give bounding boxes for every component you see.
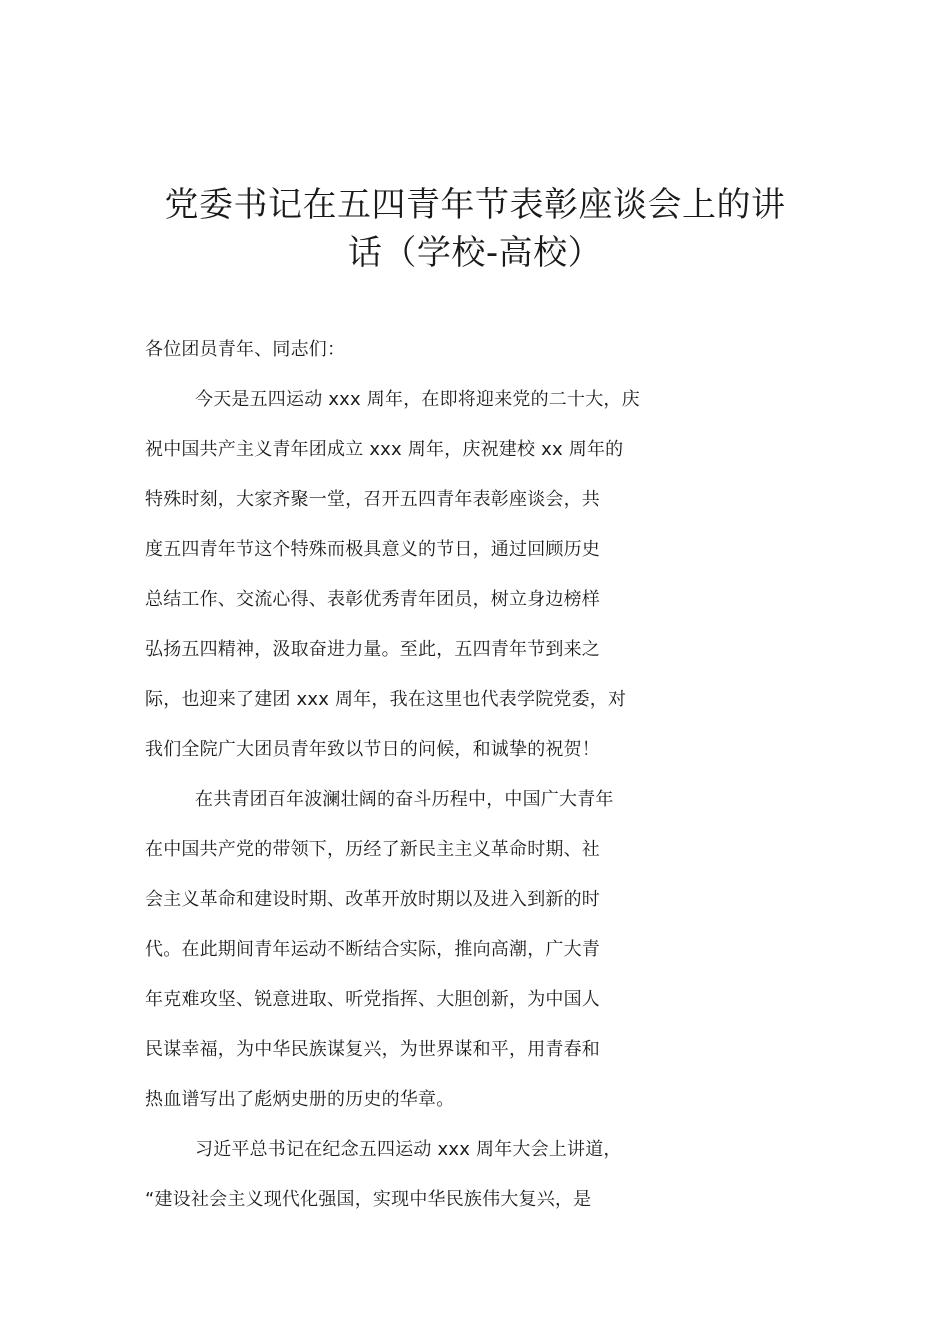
paragraph-3-line-2: “建设社会主义现代化强国，实现中华民族伟大复兴，是: [145, 1189, 592, 1210]
paragraph-1-line-1: 今天是五四运动 xxx 周年，在即将迎来党的二十大，庆: [195, 389, 640, 410]
paragraph-2-line-3: 会主义革命和建设时期、改革开放时期以及进入到新的时: [145, 889, 600, 910]
paragraph-2-line-1: 在共青团百年波澜壮阔的奋斗历程中，中国广大青年: [195, 789, 614, 810]
paragraph-2-line-2: 在中国共产党的带领下，历经了新民主主义革命时期、社: [145, 839, 600, 860]
paragraph-1-line-6: 弘扬五四精神，汲取奋进力量。至此，五四青年节到来之: [145, 639, 600, 660]
paragraph-2-line-5: 年克难攻坚、锐意进取、听党指挥、大胆创新，为中国人: [145, 989, 600, 1010]
paragraph-1-line-2: 祝中国共产主义青年团成立 xxx 周年，庆祝建校 xx 周年的: [145, 439, 624, 460]
paragraph-2-line-6: 民谋幸福，为中华民族谋复兴，为世界谋和平，用青春和: [145, 1039, 600, 1060]
document-title-line-2: 话（学校-高校）: [347, 233, 603, 273]
paragraph-1-line-4: 度五四青年节这个特殊而极具意义的节日，通过回顾历史: [145, 539, 600, 560]
paragraph-1-line-5: 总结工作、交流心得、表彰优秀青年团员，树立身边榜样: [145, 589, 600, 610]
document-title-line-1: 党委书记在五四青年节表彰座谈会上的讲: [164, 185, 786, 225]
paragraph-2-line-4: 代。在此期间青年运动不断结合实际，推向高潮，广大青: [145, 939, 600, 960]
paragraph-1-line-3: 特殊时刻，大家齐聚一堂，召开五四青年表彰座谈会，共: [145, 489, 600, 510]
salutation: 各位团员青年、同志们：: [145, 339, 346, 360]
paragraph-1-line-7: 际，也迎来了建团 xxx 周年，我在这里也代表学院党委，对: [145, 689, 627, 710]
paragraph-2-line-7: 热血谱写出了彪炳史册的历史的华章。: [145, 1089, 455, 1110]
paragraph-3-line-1: 习近平总书记在纪念五四运动 xxx 周年大会上讲道，: [195, 1139, 622, 1160]
paragraph-1-line-8: 我们全院广大团员青年致以节日的问候，和诚挚的祝贺！: [145, 739, 600, 760]
